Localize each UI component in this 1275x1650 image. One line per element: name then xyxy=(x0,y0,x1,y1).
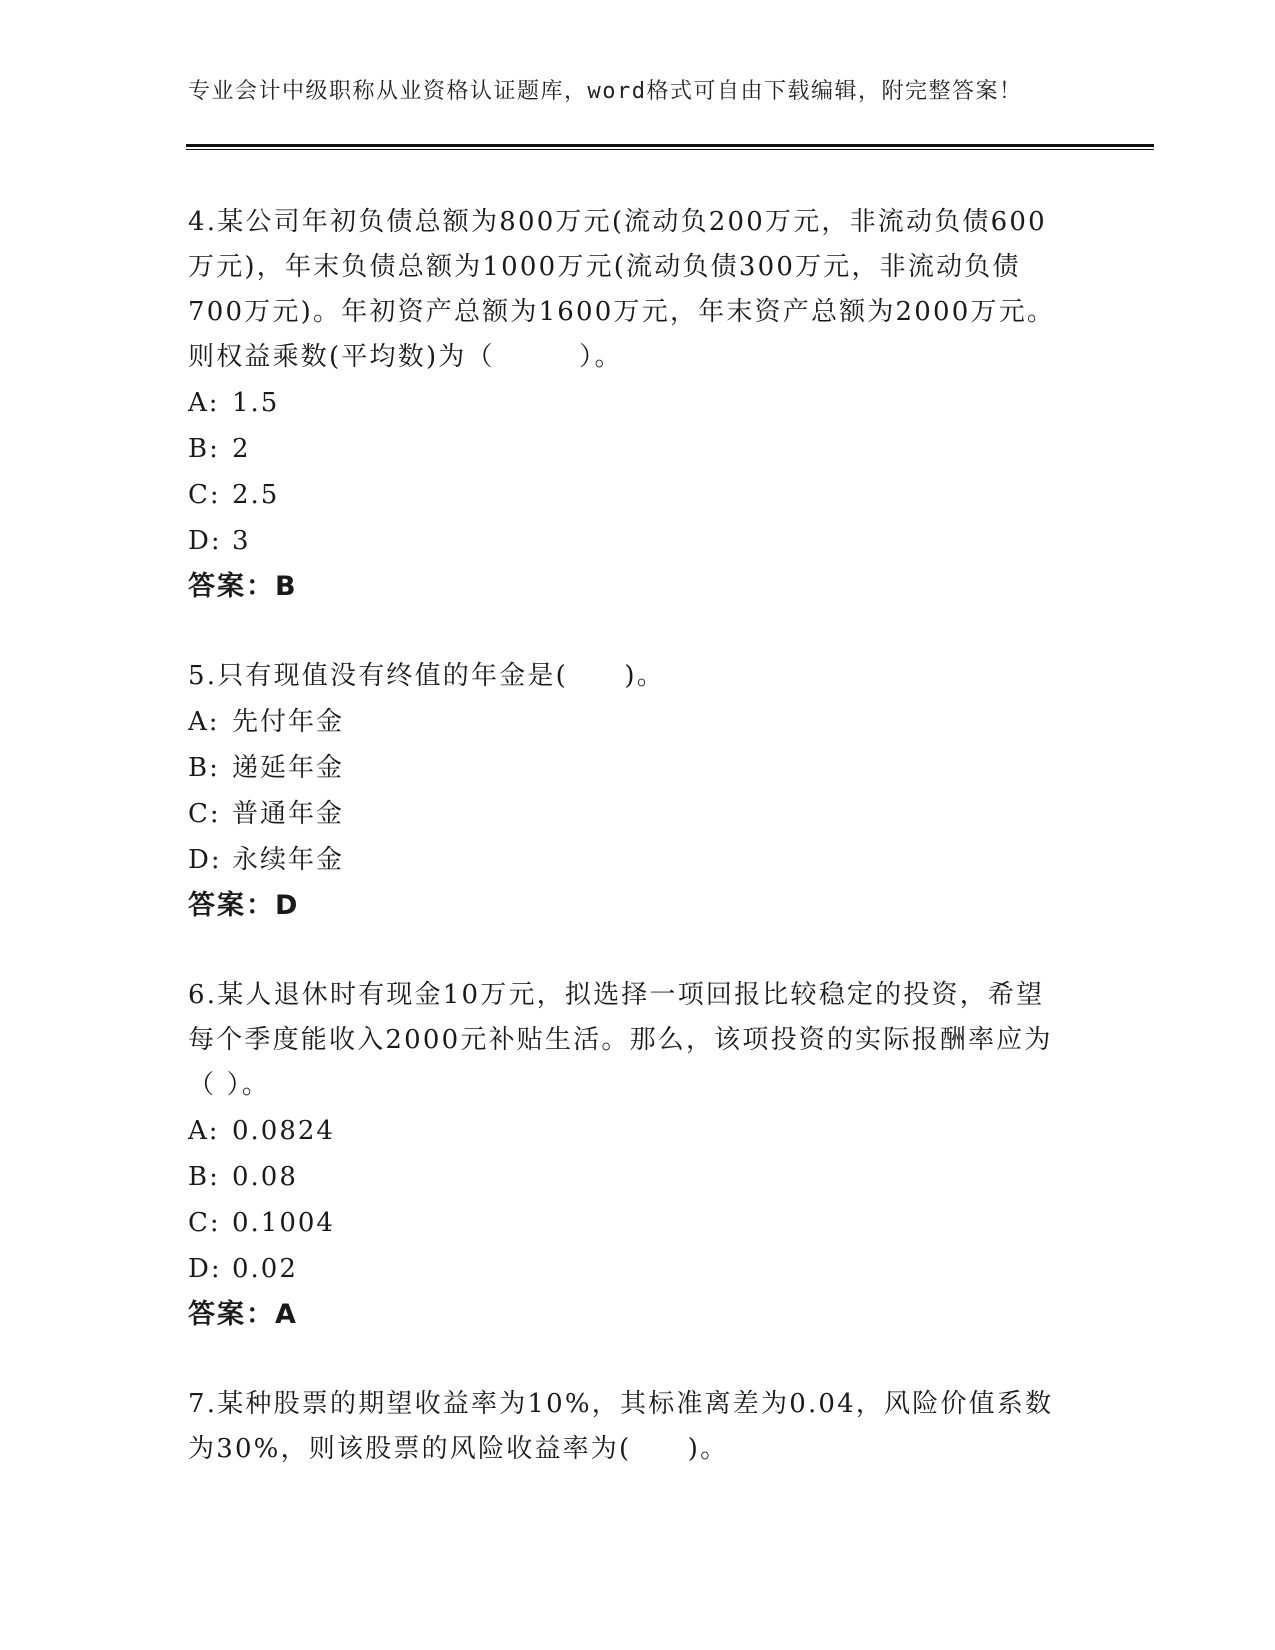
option-letter: B: xyxy=(188,434,220,464)
option-text: 3 xyxy=(232,526,251,556)
question-5 xyxy=(188,654,1088,929)
option-letter: A: xyxy=(188,707,220,737)
option-letter: C: xyxy=(188,1208,221,1238)
answer-label: 答案：D xyxy=(188,890,300,921)
option-letter: B: xyxy=(188,1162,220,1192)
option-d xyxy=(188,518,1088,564)
question-text-line: （ ）。 xyxy=(188,1070,271,1100)
option-c xyxy=(188,791,1088,837)
option-letter: C: xyxy=(188,480,221,510)
header-divider-thin xyxy=(186,149,1154,150)
option-c xyxy=(188,1200,1088,1246)
answer-label: 答案：A xyxy=(188,1299,298,1330)
option-text: 0.0824 xyxy=(232,1116,335,1146)
option-letter: D: xyxy=(188,526,222,556)
option-c xyxy=(188,472,1088,518)
option-text: 0.1004 xyxy=(232,1208,335,1238)
header-divider-thick xyxy=(186,144,1154,147)
option-b xyxy=(188,745,1088,791)
option-d xyxy=(188,1246,1088,1292)
option-letter: A: xyxy=(188,388,220,418)
option-letter: A: xyxy=(188,1116,220,1146)
question-6 xyxy=(188,973,1088,1338)
option-text: 2.5 xyxy=(232,480,280,510)
option-d xyxy=(188,837,1088,883)
option-text: 2 xyxy=(232,434,251,464)
question-7 xyxy=(188,1382,1088,1472)
option-text: 1.5 xyxy=(232,388,280,418)
question-text-line: 则权益乘数(平均数)为（ ）。 xyxy=(188,342,623,372)
option-text: 递延年金 xyxy=(232,753,345,783)
question-text-line: 4.某公司年初负债总额为800万元(流动负200万元，非流动负债600 xyxy=(188,207,1047,237)
option-b xyxy=(188,426,1088,472)
option-a xyxy=(188,699,1088,745)
question-list xyxy=(188,200,1088,1516)
question-text-line: 万元)，年末负债总额为1000万元(流动负债300万元，非流动负债 xyxy=(188,252,1021,282)
option-a xyxy=(188,380,1088,426)
option-text: 普通年金 xyxy=(232,799,345,829)
option-a xyxy=(188,1108,1088,1154)
question-text-line: 700万元)。年初资产总额为1600万元，年末资产总额为2000万元。 xyxy=(188,297,1056,327)
option-text: 0.02 xyxy=(232,1254,298,1284)
question-text-line: 6.某人退休时有现金10万元，拟选择一项回报比较稳定的投资，希望 xyxy=(188,980,1045,1010)
answer-label: 答案：B xyxy=(188,571,298,602)
option-b xyxy=(188,1154,1088,1200)
option-letter: D: xyxy=(188,845,222,875)
option-text: 0.08 xyxy=(232,1162,298,1192)
option-letter: B: xyxy=(188,753,220,783)
option-letter: D: xyxy=(188,1254,222,1284)
question-text-line: 为30%，则该股票的风险收益率为( )。 xyxy=(188,1434,729,1464)
option-letter: C: xyxy=(188,799,221,829)
option-text: 永续年金 xyxy=(232,845,345,875)
question-text-line: 5.只有现值没有终值的年金是( )。 xyxy=(188,661,665,691)
question-text-line: 7.某种股票的期望收益率为10%，其标准离差为0.04，风险价值系数 xyxy=(188,1389,1054,1419)
page-header: 专业会计中级职称从业资格认证题库，word格式可自由下载编辑，附完整答案！ xyxy=(188,79,1023,104)
question-4 xyxy=(188,200,1088,610)
question-text-line: 每个季度能收入2000元补贴生活。那么，该项投资的实际报酬率应为 xyxy=(188,1025,1053,1055)
option-text: 先付年金 xyxy=(232,707,345,737)
